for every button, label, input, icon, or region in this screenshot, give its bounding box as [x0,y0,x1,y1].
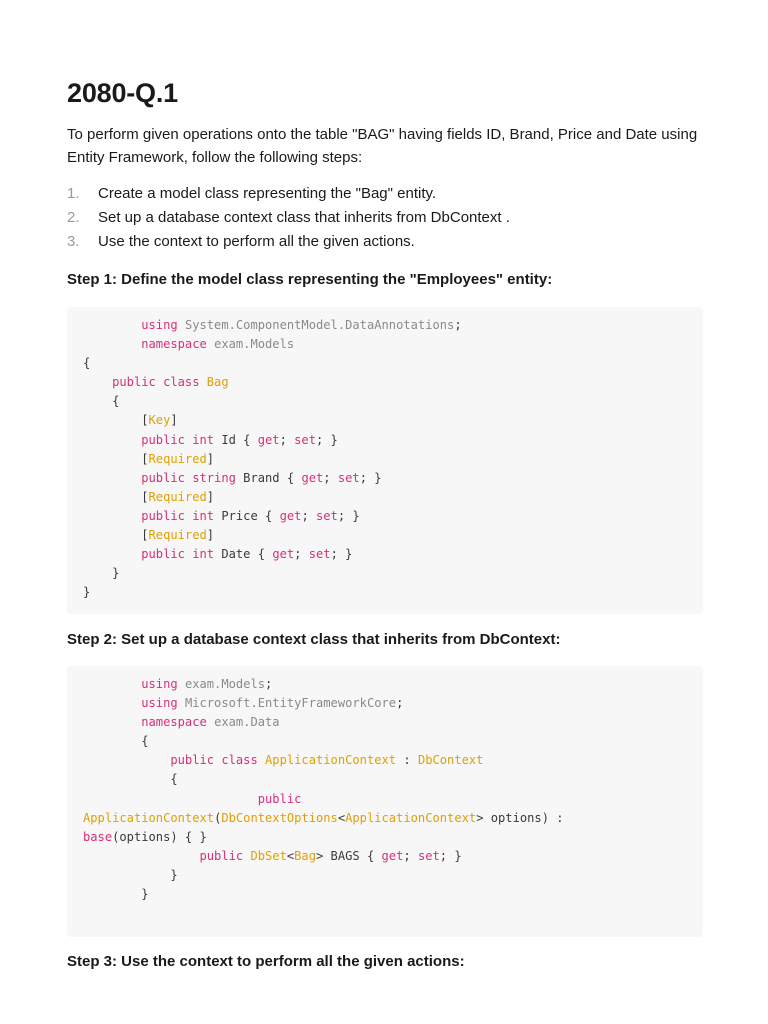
list-item-number: 2. [67,209,80,226]
code-line: [Required] [83,528,215,543]
code-line: { [83,772,178,787]
code-line: public class Bag [112,375,229,390]
code-line: public [257,791,302,806]
code-line: public DbSet<Bag> BAGS { get; set; } [199,848,462,863]
code-line: } [83,887,149,902]
list-item-number: 1. [67,185,80,202]
code-line: } [83,585,91,600]
list-item [67,182,510,206]
code-line: using Microsoft.EntityFrameworkCore; [141,696,404,711]
code-line: public class ApplicationContext : DbContext [170,753,484,768]
list-item [67,206,510,230]
code-line: { [83,356,91,371]
code-line: public int Date { get; set; } [141,547,353,562]
code-line: } [83,566,120,581]
code-line: [Required] [83,489,215,504]
intro-paragraph: To perform given operations onto the table "BAG" having fields ID, Brand, Price and Date using Entity Framework, follow the following steps: [67,126,698,166]
code-line: [Key] [83,413,178,428]
code-block-model [67,307,703,614]
page-title: 2080-Q.1 [67,78,178,108]
code-line: [Required] [83,451,215,466]
code-line: public int Id { get; set; } [141,432,338,447]
code-line: using System.ComponentModel.DataAnnotations; [141,318,462,332]
code-block-context [67,666,703,937]
code-line: using exam.Models; [141,677,273,691]
list-item-text: Set up a database context class that inherits from DbContext . [98,209,510,226]
code-line: { [83,394,120,409]
list-item-text: Use the context to perform all the given actions. [98,233,415,250]
code-line: namespace exam.Models [141,337,295,352]
code-line: ApplicationContext(DbContextOptions<ApplicationContext> options) : [83,810,564,825]
step3-heading: Step 3: Use the context to perform all the given actions: [67,953,465,970]
code-line: namespace exam.Data [141,715,280,730]
list-item-text: Create a model class representing the "Bag" entity. [98,185,437,202]
code-line: } [83,867,178,882]
list-item-number: 3. [67,233,80,250]
code-line: { [83,734,149,749]
code-line: base(options) { } [83,829,207,844]
code-line: public int Price { get; set; } [141,508,360,523]
step1-heading: Step 1: Define the model class representing the "Employees" entity: [67,271,553,288]
steps-list [67,182,510,254]
list-item [67,230,510,254]
code-line: public string Brand { get; set; } [141,470,382,485]
step2-heading: Step 2: Set up a database context class that inherits from DbContext: [67,631,561,648]
